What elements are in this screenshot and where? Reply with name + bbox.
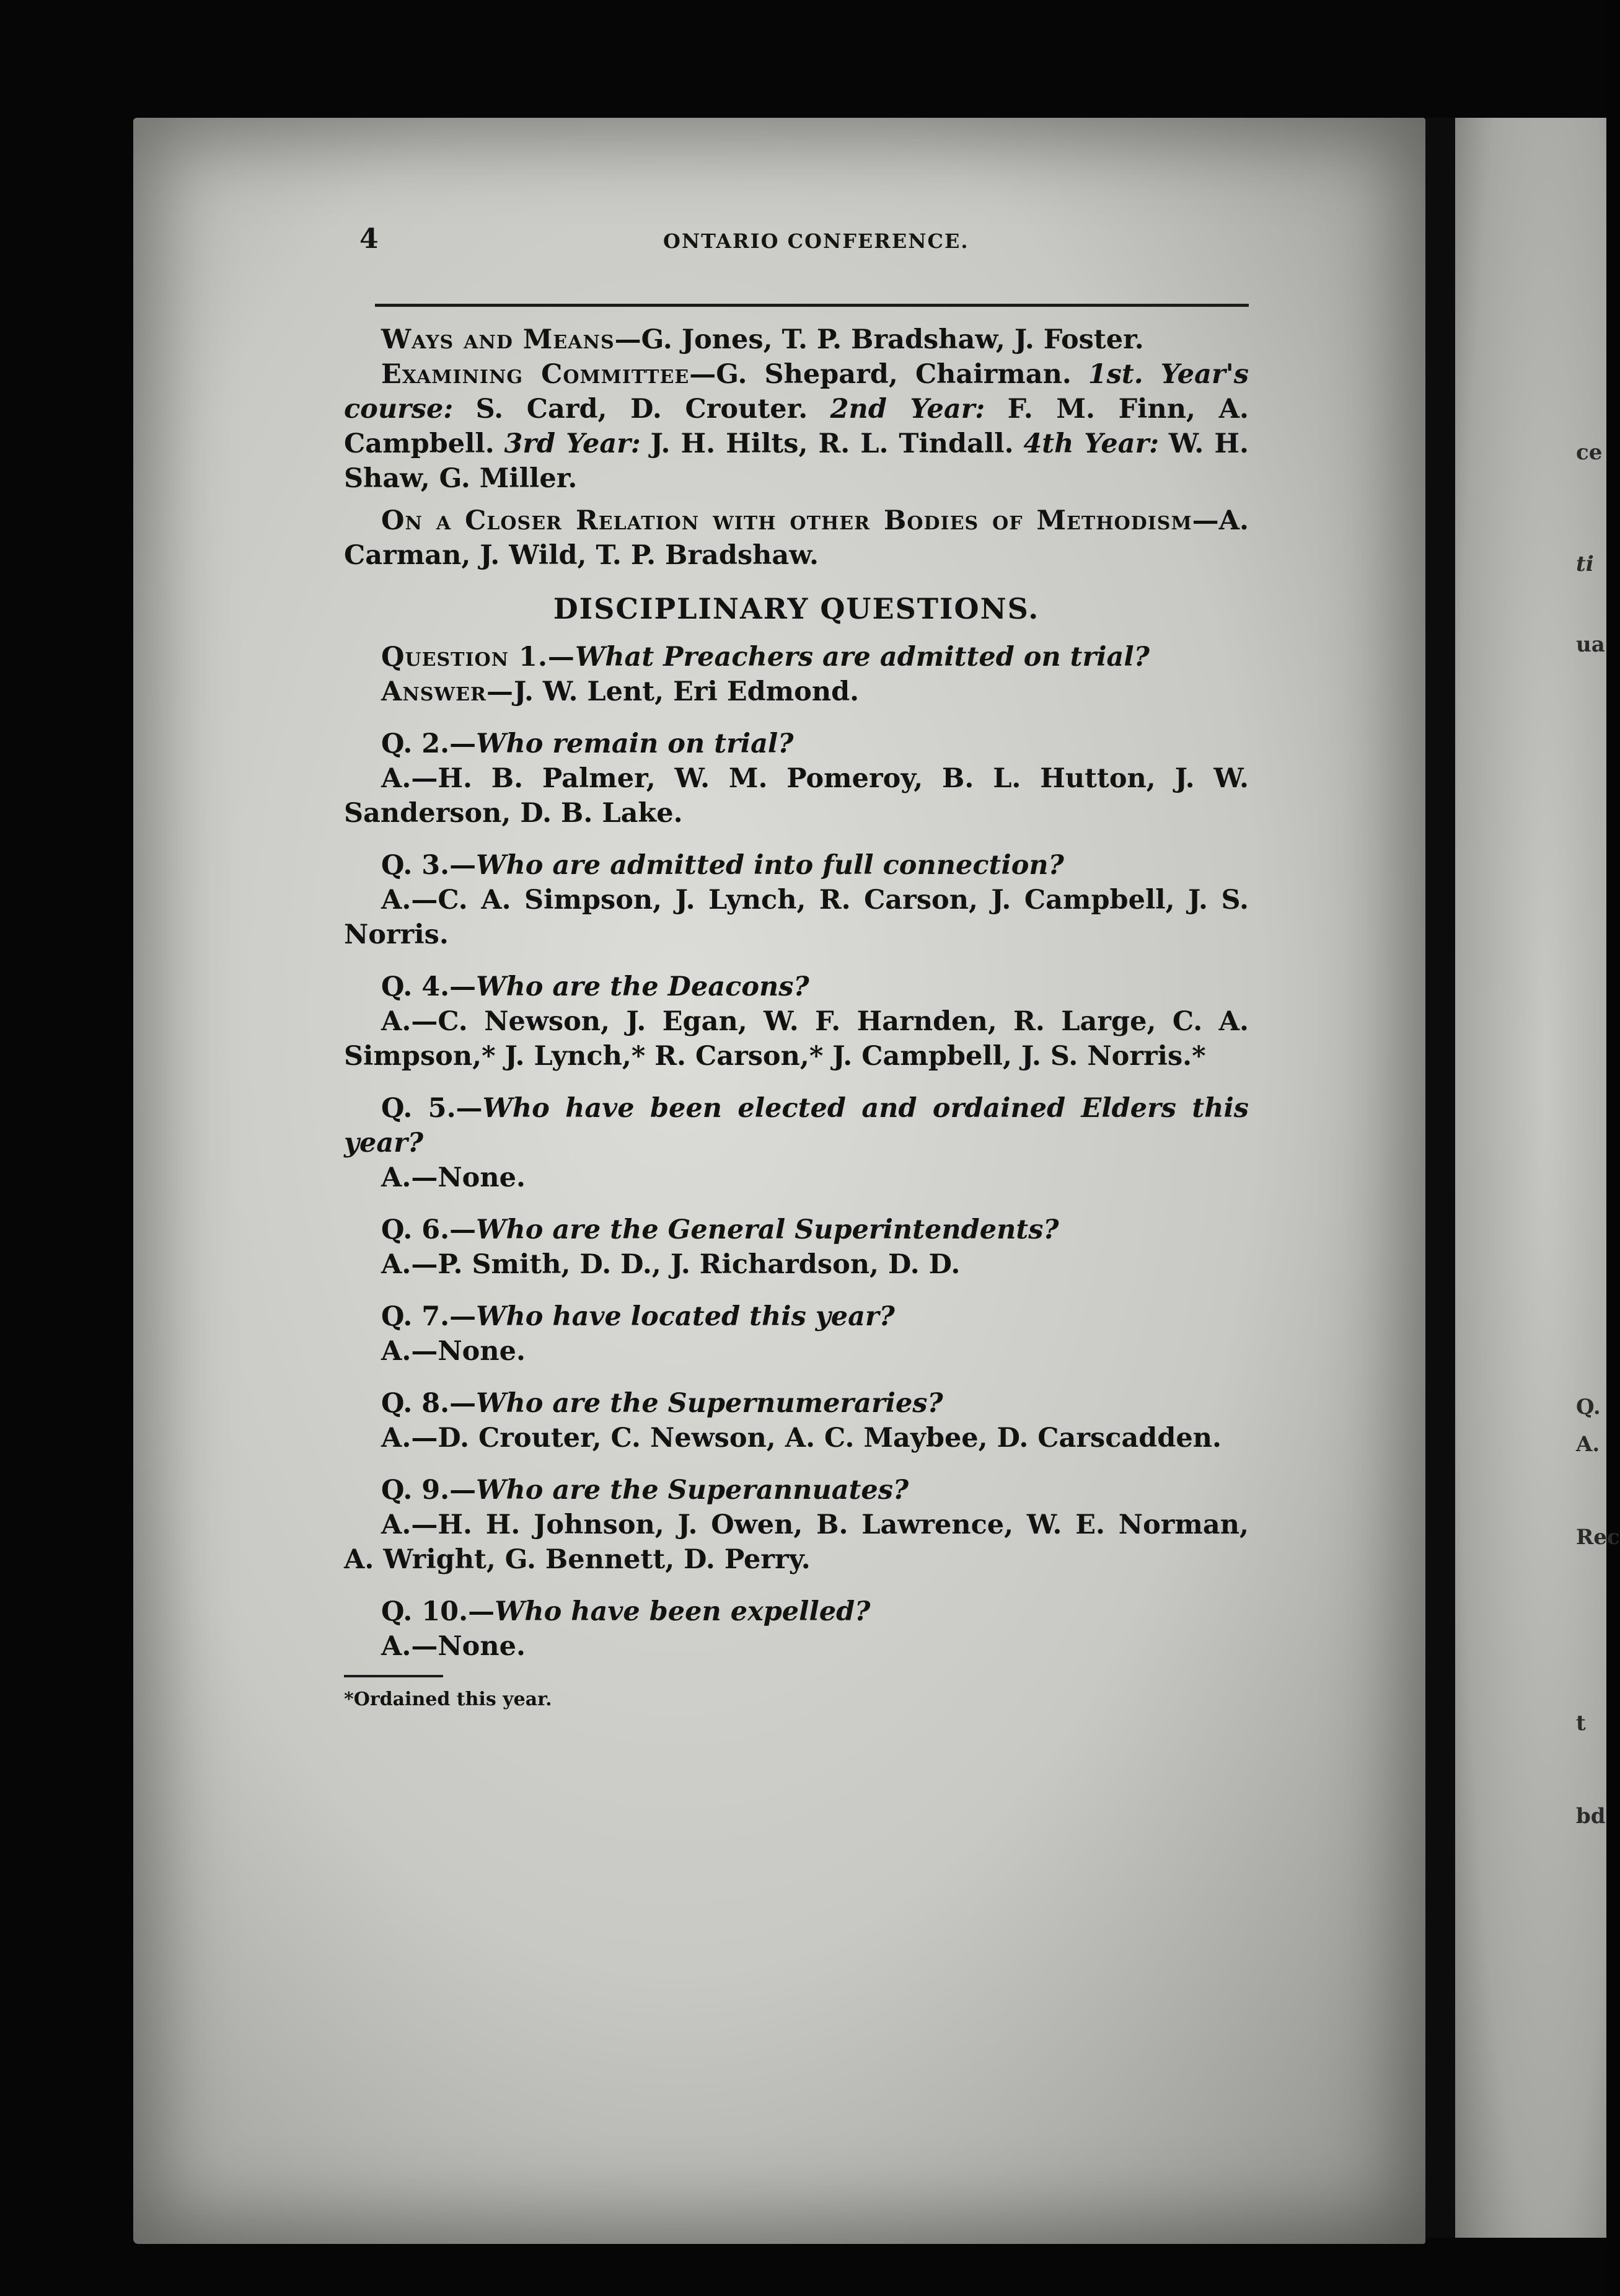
question-text: Who are the General Superintendents?: [476, 1214, 1059, 1245]
question-block: [344, 969, 1249, 1074]
committee-members: —A. Carman, J. Wild, T. P. Bradshaw.: [344, 505, 1249, 571]
answer-line: [344, 1508, 1249, 1577]
committee-label: On a Closer Relation with other Bodies of Methodism: [381, 505, 1192, 536]
right-fragment: ce: [1576, 440, 1603, 465]
answer-text: P. Smith, D. D., J. Richardson, D. D.: [438, 1249, 961, 1280]
right-fragment: A.: [1576, 1432, 1600, 1457]
question-label: Q. 10.—: [381, 1596, 495, 1627]
year-label: 4th Year:: [1023, 428, 1160, 459]
question-label: Question 1.—: [381, 642, 575, 673]
running-title: ONTARIO CONFERENCE.: [663, 229, 969, 253]
answer-label: A.—: [381, 763, 438, 794]
right-fragment: ua: [1576, 632, 1605, 657]
question-line: [344, 1091, 1249, 1160]
answer-line: [344, 761, 1249, 831]
question-text: Who are the Supernumeraries?: [476, 1388, 943, 1419]
question-text: What Preachers are admitted on trial?: [574, 642, 1150, 673]
question-text: Who are the Superannuates?: [476, 1475, 909, 1506]
question-block: [344, 1091, 1249, 1195]
question-block: [344, 1299, 1249, 1369]
answer-text: H. H. Johnson, J. Owen, B. Lawrence, W. E. Norman, A. Wright, G. Bennett, D. Perry.: [344, 1509, 1249, 1575]
page-header: [359, 223, 1413, 260]
year-members: J. H. Hilts, R. L. Tindall.: [650, 428, 1014, 459]
header-rule: [375, 304, 1249, 307]
right-fragment: ti: [1576, 552, 1594, 576]
year-members: F. M. Finn, A. Campbell.: [344, 394, 1249, 459]
answer-text: None.: [438, 1631, 526, 1662]
answer-line: [344, 1247, 1249, 1282]
question-label: Q. 6.—: [381, 1214, 477, 1245]
question-block: [344, 1594, 1249, 1664]
examining-committee-paragraph: [344, 357, 1249, 496]
question-block: [344, 1473, 1249, 1577]
question-block: [344, 1212, 1249, 1282]
committee-label: Ways and Means: [381, 324, 615, 355]
page-number: 4: [359, 223, 379, 255]
question-label: Q. 7.—: [381, 1301, 477, 1332]
answer-line: [344, 1004, 1249, 1074]
question-text: Who remain on trial?: [476, 728, 794, 759]
answer-text: C. Newson, J. Egan, W. F. Harnden, R. Large, C. A. Simpson,* J. Lynch,* R. Carson,* J. Campbell, J. S. Norris.*: [344, 1006, 1249, 1072]
question-block: [344, 848, 1249, 952]
footnote-rule: [344, 1675, 443, 1677]
question-label: Q. 4.—: [381, 971, 477, 1002]
year-label: 3rd Year:: [504, 428, 641, 459]
committee-chair: —G. Shepard, Chairman.: [689, 359, 1072, 390]
questions-list: [344, 640, 1249, 1664]
question-line: [344, 726, 1249, 761]
question-line: [344, 848, 1249, 883]
committee-members: —G. Jones, T. P. Bradshaw, J. Foster.: [614, 324, 1144, 355]
right-fragment: t: [1576, 1711, 1586, 1736]
committee-label: Examining Committee: [381, 359, 690, 390]
answer-text: H. B. Palmer, W. M. Pomeroy, B. L. Hutton, J. W. Sanderson, D. B. Lake.: [344, 763, 1249, 829]
footnote: *Ordained this year.: [344, 1689, 552, 1710]
answer-text: C. A. Simpson, J. Lynch, R. Carson, J. Campbell, J. S. Norris.: [344, 885, 1249, 950]
question-line: [344, 1386, 1249, 1421]
closer-relation-paragraph: [344, 503, 1249, 573]
answer-label: A.—: [381, 885, 438, 916]
question-label: Q. 3.—: [381, 850, 477, 881]
right-fragment: Q.: [1576, 1395, 1601, 1420]
answer-label: A.—: [381, 1336, 438, 1367]
question-line: [344, 1473, 1249, 1508]
question-label: Q. 5.—: [381, 1093, 483, 1124]
question-text: Who are admitted into full connection?: [476, 850, 1064, 881]
question-line: [344, 969, 1249, 1004]
year-label: 1st. Year's course:: [344, 359, 1249, 425]
answer-line: [344, 674, 1249, 709]
question-line: [344, 640, 1249, 674]
right-page-fragment: [1455, 118, 1620, 2238]
question-text: Who are the Deacons?: [476, 971, 809, 1002]
answer-text: J. W. Lent, Eri Edmond.: [513, 676, 860, 707]
answer-line: [344, 883, 1249, 952]
question-label: Q. 9.—: [381, 1475, 477, 1506]
answer-line: [344, 1421, 1249, 1455]
answer-label: A.—: [381, 1423, 438, 1454]
answer-label: A.—: [381, 1162, 438, 1193]
answer-line: [344, 1160, 1249, 1195]
answer-line: [344, 1629, 1249, 1664]
question-text: Who have been elected and ordained Elders this year?: [344, 1093, 1249, 1159]
section-heading: DISCIPLINARY QUESTIONS.: [553, 592, 1040, 625]
right-fragment: bd: [1576, 1804, 1606, 1829]
page-body: [344, 322, 1249, 1717]
answer-label: A.—: [381, 1006, 438, 1037]
answer-label: A.—: [381, 1249, 438, 1280]
question-text: Who have been expelled?: [495, 1596, 871, 1627]
year-label: 2nd Year:: [830, 394, 985, 425]
answer-text: D. Crouter, C. Newson, A. C. Maybee, D. Carscadden.: [438, 1423, 1222, 1454]
right-fragment: Rec: [1576, 1525, 1620, 1550]
answer-text: None.: [438, 1162, 526, 1193]
question-block: [344, 726, 1249, 831]
answer-label: Answer—: [381, 676, 514, 707]
question-line: [344, 1212, 1249, 1247]
question-block: [344, 640, 1249, 709]
question-text: Who have located this year?: [476, 1301, 895, 1332]
question-line: [344, 1299, 1249, 1334]
ways-and-means-paragraph: [344, 322, 1249, 357]
year-members: S. Card, D. Crouter.: [475, 394, 808, 425]
answer-label: A.—: [381, 1631, 438, 1662]
answer-label: A.—: [381, 1509, 438, 1540]
answer-text: None.: [438, 1336, 526, 1367]
answer-line: [344, 1334, 1249, 1369]
question-block: [344, 1386, 1249, 1455]
question-label: Q. 8.—: [381, 1388, 477, 1419]
page-gutter: [1425, 118, 1455, 2238]
question-line: [344, 1594, 1249, 1629]
question-label: Q. 2.—: [381, 728, 477, 759]
year-members: W. H. Shaw, G. Miller.: [344, 428, 1249, 494]
